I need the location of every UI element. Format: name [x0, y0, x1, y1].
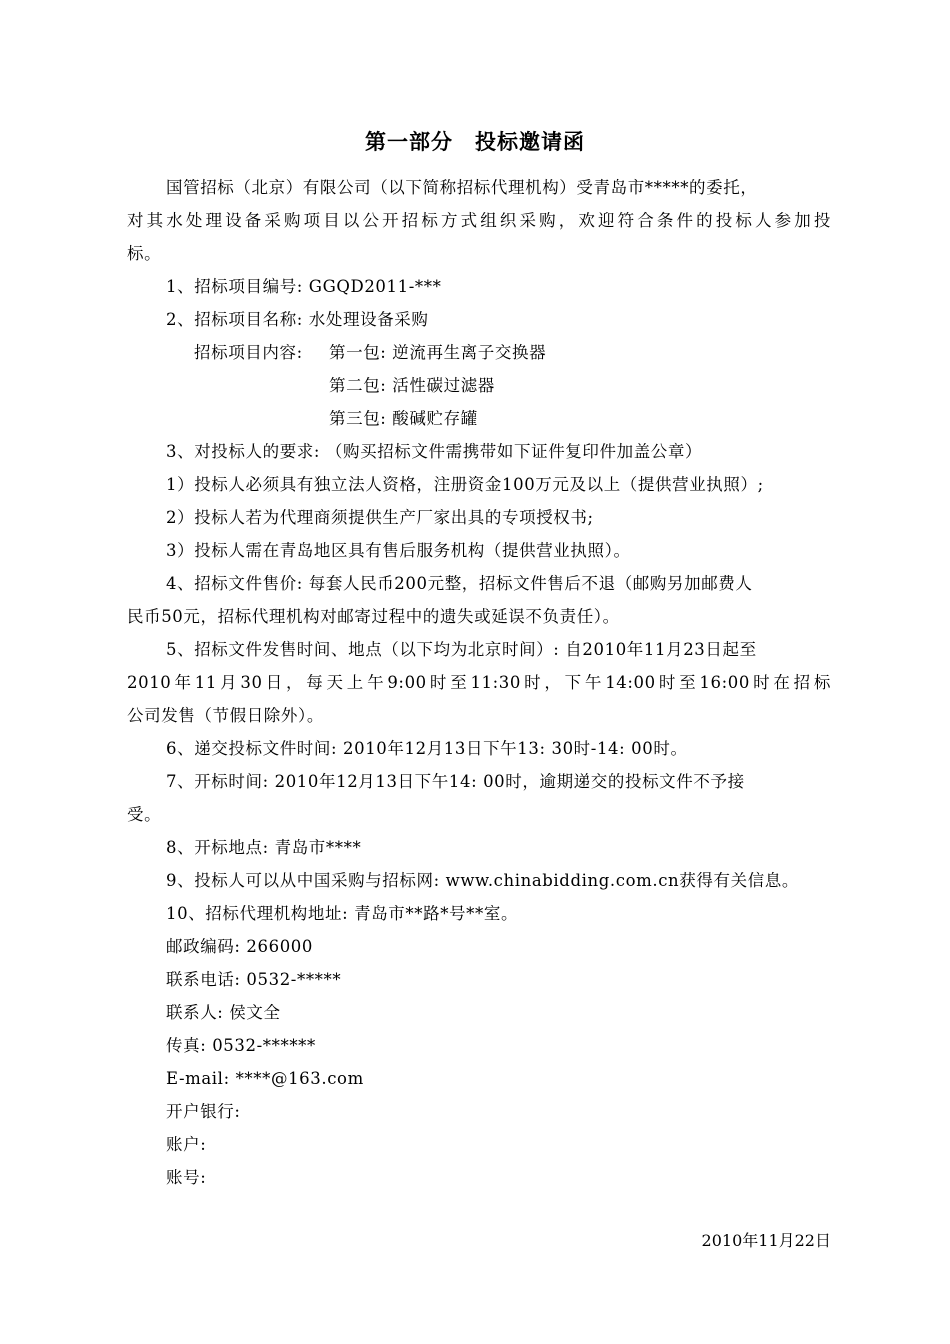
item-sale-time-line-2: 2010年11月30日，每天上午9:00时至11:30时，下午14:00时至16:00时在招标	[127, 673, 831, 692]
contact-fax: 传真: 0532-******	[166, 1036, 316, 1055]
item-info-website: 9、投标人可以从中国采购与招标网: www.chinabidding.com.cn获得有关信息。	[166, 871, 799, 890]
item-bidder-requirements: 3、对投标人的要求: （购买招标文件需携带如下证件复印件加盖公章）	[166, 442, 703, 461]
content-label: 招标项目内容:	[194, 343, 303, 362]
item-opening-place: 8、开标地点: 青岛市****	[166, 838, 362, 857]
item-project-number: 1、招标项目编号: GGQD2011-***	[166, 277, 442, 296]
requirement-3: 3）投标人需在青岛地区具有售后服务机构（提供营业执照）。	[166, 541, 631, 560]
document-date: 2010年11月22日	[701, 1231, 831, 1250]
item-opening-time-line-2: 受。	[127, 805, 162, 824]
contact-person: 联系人: 侯文全	[166, 1003, 281, 1022]
package-2: 第二包: 活性碳过滤器	[329, 376, 495, 395]
intro-line-3: 标。	[127, 244, 162, 263]
item-price-line-1: 4、招标文件售价: 每套人民币200元整，招标文件售后不退（邮购另加邮费人	[166, 574, 753, 593]
contact-phone: 联系电话: 0532-*****	[166, 970, 342, 989]
intro-line-2: 对其水处理设备采购项目以公开招标方式组织采购，欢迎符合条件的投标人参加投	[127, 211, 831, 230]
contact-postcode: 邮政编码: 266000	[166, 937, 313, 956]
item-submission-time: 6、递交投标文件时间: 2010年12月13日下午13: 30时-14: 00时。	[166, 739, 688, 758]
item-sale-time-line-1: 5、招标文件发售时间、地点（以下均为北京时间）: 自2010年11月23日起至	[166, 640, 757, 659]
item-sale-time-line-3: 公司发售（节假日除外）。	[127, 706, 324, 725]
contact-email: E-mail: ****@163.com	[166, 1069, 364, 1088]
item-project-name: 2、招标项目名称: 水处理设备采购	[166, 310, 429, 329]
requirement-1: 1）投标人必须具有独立法人资格，注册资金100万元及以上（提供营业执照）;	[166, 475, 764, 494]
contact-bank: 开户银行:	[166, 1102, 241, 1121]
contact-account-name: 账户:	[166, 1135, 207, 1154]
requirement-2: 2）投标人若为代理商须提供生产厂家出具的专项授权书;	[166, 508, 594, 527]
item-price-line-2: 民币50元，招标代理机构对邮寄过程中的遗失或延误不负责任）。	[127, 607, 620, 626]
contact-account-number: 账号:	[166, 1168, 207, 1187]
item-agency-address: 10、招标代理机构地址: 青岛市**路*号**室。	[166, 904, 519, 923]
item-opening-time-line-1: 7、开标时间: 2010年12月13日下午14: 00时，逾期递交的投标文件不予接	[166, 772, 745, 791]
document-title: 第一部分 投标邀请函	[365, 129, 585, 154]
package-3: 第三包: 酸碱贮存罐	[329, 409, 478, 428]
intro-line-1: 国管招标（北京）有限公司（以下简称招标代理机构）受青岛市*****的委托，	[166, 178, 758, 197]
package-1: 第一包: 逆流再生离子交换器	[329, 343, 547, 362]
